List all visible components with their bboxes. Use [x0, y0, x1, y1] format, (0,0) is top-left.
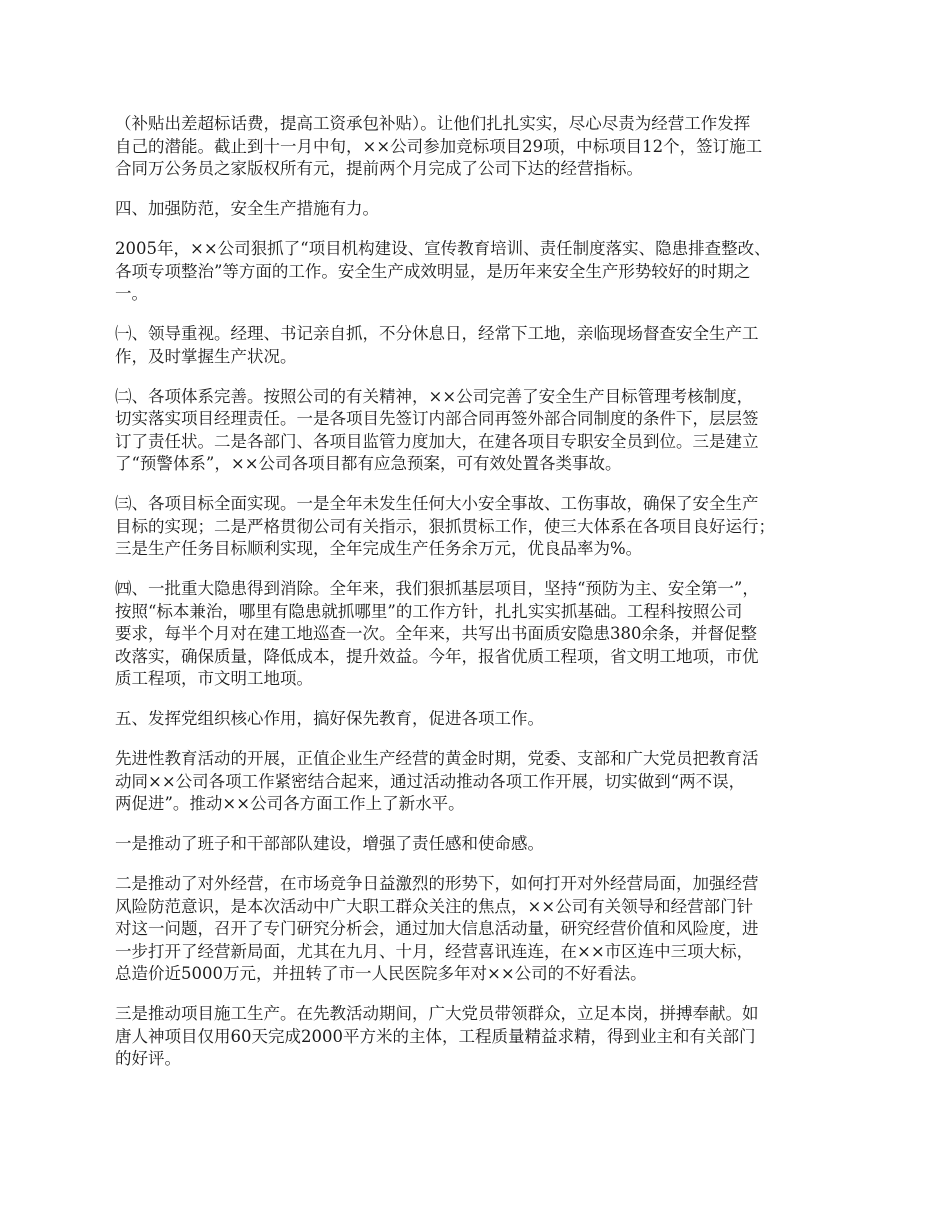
paragraph-targets-achieved: ㈢、各项目标全面实现。一是全年未发生任何大小安全事故、工伤事故，确保了安全生产 目标的实现；二是严格贯彻公司有关指示，狠抓贯标工作，使三大体系在各项目良好运行； 三是生产任务目标顺利实现，全年完成生产任务余万元，优良品率为%。: [115, 494, 775, 558]
paragraph-team-building: 一是推动了班子和干部部队建设，增强了责任感和使命感。: [115, 834, 544, 853]
paragraph-system-improvement: ㈡、各项体系完善。按照公司的有关精神，××公司完善了安全生产目标管理考核制度， 切实落实项目经理责任。一是各项目先签订内部合同再签外部合同制度的条件下，层层签 订了责任状。二是各部门、各项目监管力度加大，在建各项目专职安全员到位。三是建立 了“预警体系”，××公司各项目都有应急预案，可有效处置各类事故。: [115, 386, 759, 473]
paragraph-subsidy-intro: （补贴出差超标话费，提高工资承包补贴）。让他们扎扎实实，尽心尽责为经营工作发挥 自己的潜能。截止到十一月中旬，××公司参加竞标项目29项，中标项目12个，签订施工 合同万公务员之家版权所有元，提前两个月完成了公司下达的经营指标。: [115, 114, 763, 178]
heading-section-four: 四、加强防范，安全生产措施有力。: [115, 199, 379, 218]
paragraph-advanced-education: 先进性教育活动的开展，正值企业生产经营的黄金时期，党委、支部和广大党员把教育活 动同××公司各项工作紧密结合起来，通过活动推动各项工作开展，切实做到“两不误， 两促进”。推动××公司各方面工作上了新水平。: [115, 749, 759, 813]
paragraph-safety-2005: 2005年，××公司狠抓了“项目机构建设、宣传教育培训、责任制度落实、隐患排查整改、 各项专项整治”等方面的工作。安全生产成效明显，是历年来安全生产形势较好的时期之 一。: [115, 239, 771, 303]
paragraph-leadership: ㈠、领导重视。经理、书记亲自抓，不分休息日，经常下工地，亲临现场督查安全生产工 作，及时掌握生产状况。: [115, 324, 759, 366]
paragraph-hazards-eliminated: ㈣、一批重大隐患得到消除。全年来，我们狠抓基层项目，坚持“预防为主、安全第一”， 按照“标本兼治，哪里有隐患就抓哪里”的工作方针，扎扎实实抓基础。工程科按照公司 要求，每半个月对在建工地巡查一次。全年来，共写出书面质安隐患380余条，并督促整 改落实，确保质量，降低成本，提升效益。今年，报省优质工程项，省文明工地项，市优 质工程项，市文明工地项。: [115, 579, 759, 688]
paragraph-external-business: 二是推动了对外经营，在市场竞争日益激烈的形势下，如何打开对外经营局面，加强经营 风险防范意识，是本次活动中广大职工群众关注的焦点，××公司有关领导和经营部门针 对这一问题，召开了专门研究分析会，通过加大信息活动量，研究经营价值和风险度，进 一步打开了经营新局面，尤其在九月、十月，经营喜讯连连，在××市区连中三项大标， 总造价近5000万元，并扭转了市一人民医院多年对××公司的不好看法。: [115, 874, 759, 983]
paragraph-project-construction: 三是推动项目施工生产。在先教活动期间，广大党员带领群众，立足本岗，拼搏奉献。如 唐人神项目仅用60天完成2000平方米的主体，工程质量精益求精，得到业主和有关部门 的好评。: [115, 1004, 759, 1068]
heading-section-five: 五、发挥党组织核心作用，搞好保先教育，促进各项工作。: [115, 709, 544, 728]
